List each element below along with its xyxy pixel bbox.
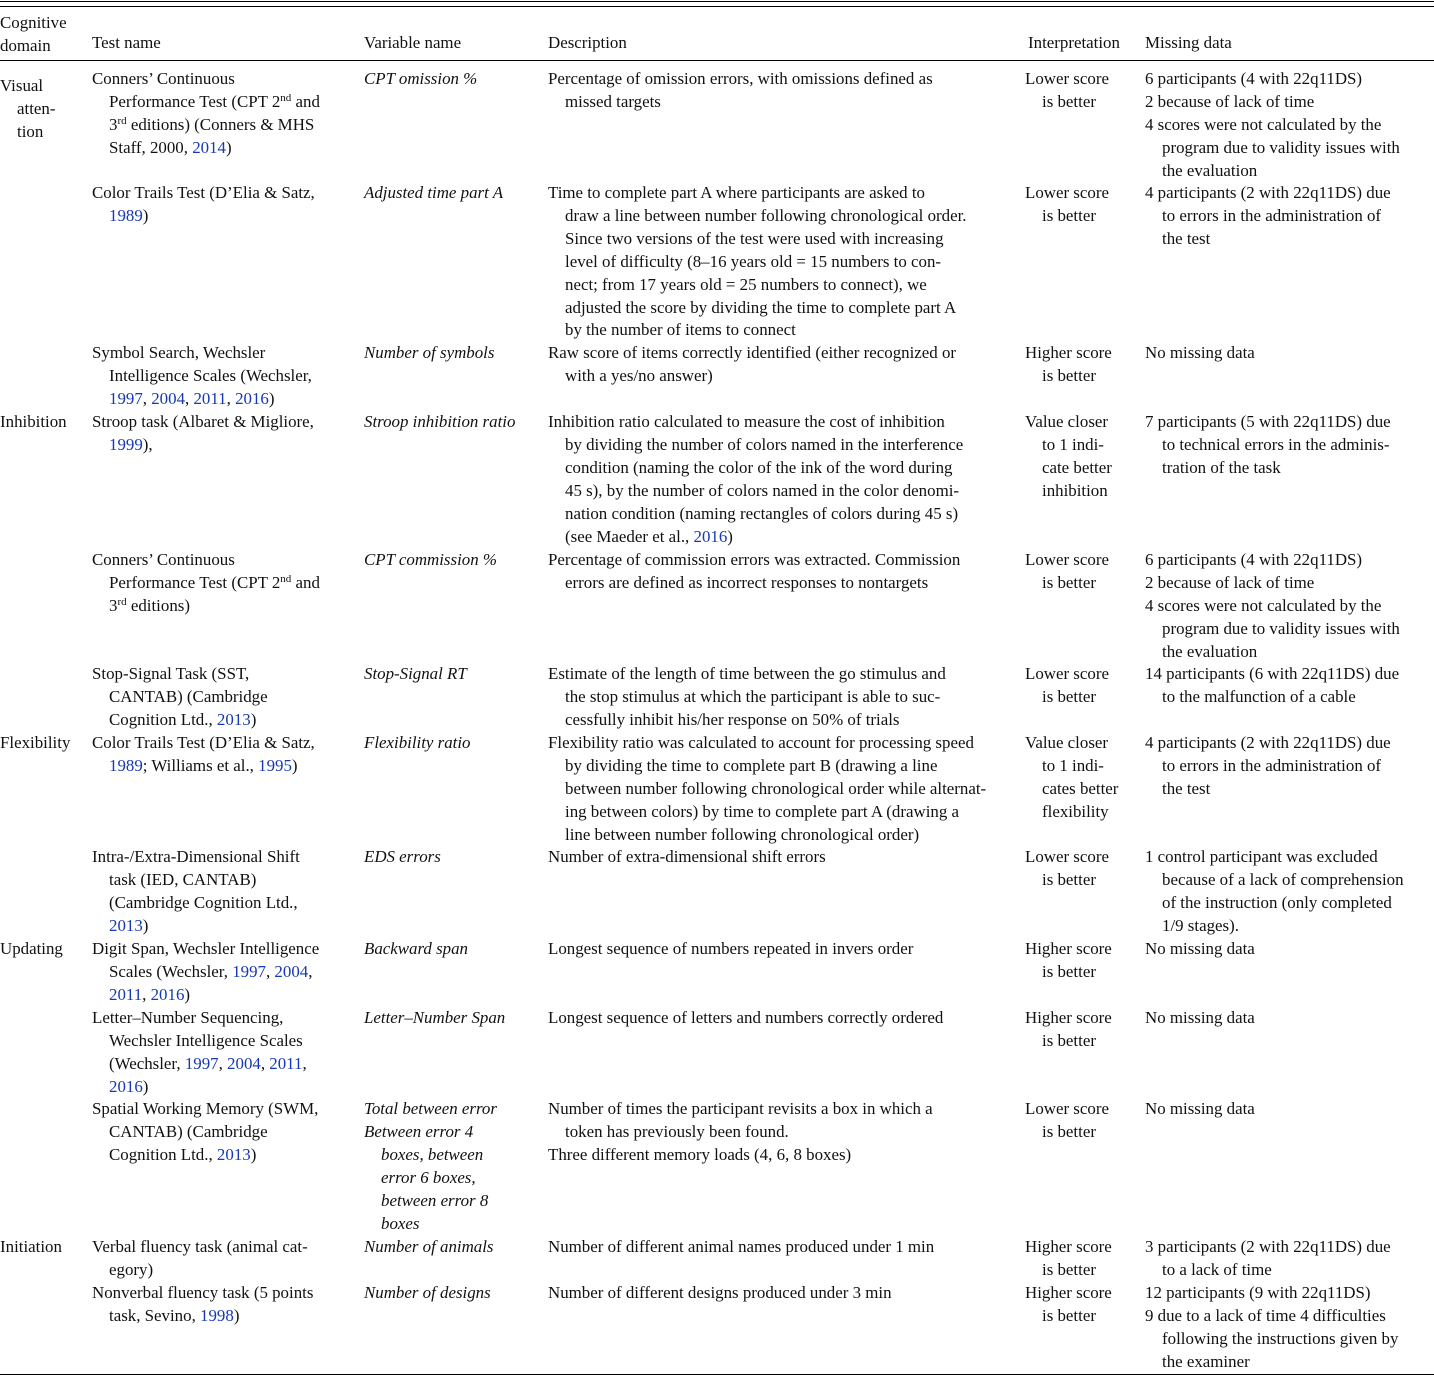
citation-link[interactable]: 2016 <box>235 388 269 408</box>
row3-variable: Number of symbols <box>364 343 495 362</box>
citation-link[interactable]: 2016 <box>693 526 728 546</box>
row6-missing-data: 14 participants (6 with 22q11DS) due to the malfunction of a cable <box>1145 664 1400 706</box>
row11-missing-data: No missing data <box>1145 1099 1255 1118</box>
row2-test-name: Color Trails Test (D’Elia & Satz, 1989) <box>92 183 315 225</box>
row7-test-name: Color Trails Test (D’Elia & Satz, 1989; Williams et al., 1995) <box>92 733 315 775</box>
row13-variable: Number of designs <box>364 1283 491 1302</box>
header-rule <box>0 60 1434 61</box>
row10-test-name: Letter–Number Sequencing, Wechsler Intelligence Scales (Wechsler, 1997, 2004, 2011, 2016) <box>92 1008 307 1096</box>
header-description: Description <box>548 33 627 52</box>
row4-variable: Stroop inhibition ratio <box>364 412 516 431</box>
row7-missing-data: 4 participants (2 with 22q11DS) due to errors in the administration of the test <box>1145 733 1391 798</box>
row11-variable: Total between error Between error 4 boxes, between error 6 boxes, between error 8 boxes <box>364 1099 497 1233</box>
citation-link[interactable]: 2011 <box>109 984 143 1004</box>
bottom-rule <box>0 1374 1434 1375</box>
row13-description: Number of different designs produced under 3 min <box>548 1283 892 1302</box>
row8-variable: EDS errors <box>364 847 441 866</box>
row9-interpretation: Higher score is better <box>1025 939 1112 981</box>
citation-link[interactable]: 1995 <box>258 755 292 775</box>
row5-test-name: Conners’ Continuous Performance Test (CPT 2nd and 3rd editions) <box>92 550 320 615</box>
citation-link[interactable]: 2004 <box>227 1053 261 1073</box>
row9-test-name: Digit Span, Wechsler Intelligence Scales (Wechsler, 1997, 2004, 2011, 2016) <box>92 939 320 1004</box>
row2-description: Time to complete part A where participants are asked to draw a line between number following chronological order. Since two versions of the test were used with increasing level of difficulty (8–16 years old = 15 numbers to con- nect; from 17 years old = 25 numbers to connect), we adjusted the score by dividing the time to complete part A by the number of items to connect <box>548 183 967 340</box>
citation-link[interactable]: 2004 <box>151 388 186 408</box>
row12-variable: Number of animals <box>364 1237 494 1256</box>
row6-description: Estimate of the length of time between the go stimulus and the stop stimulus at which the participant is able to suc- cessfully inhibit his/her response on 50% of trials <box>548 664 946 729</box>
row3-description: Raw score of items correctly identified (either recognized or with a yes/no answer) <box>548 343 957 385</box>
row1-missing-data: 6 participants (4 with 22q11DS) 2 because of lack of time 4 scores were not calculated by the program due to validity issues with the evaluation <box>1145 69 1400 180</box>
row1-interpretation: Lower score is better <box>1025 69 1109 111</box>
row10-interpretation: Higher score is better <box>1025 1008 1112 1050</box>
row5-variable: CPT commission % <box>364 550 497 569</box>
row4-description: Inhibition ratio calculated to measure the cost of inhibition by dividing the number of colors named in the interference condition (naming the color of the ink of the word during 45 s), by the number of colors named in the color denomi- nation condition (naming rectangles of colors during 45 s) (see Maeder et al., 2016) <box>548 412 964 546</box>
row8-missing-data: 1 control participant was excluded because of a lack of comprehension of the instruction (only completed 1/9 stages). <box>1145 847 1404 935</box>
top-rule <box>0 1 1434 2</box>
row4-missing-data: 7 participants (5 with 22q11DS) due to technical errors in the adminis- tration of the task <box>1145 412 1391 477</box>
row9-description: Longest sequence of numbers repeated in invers order <box>548 939 914 958</box>
citation-link[interactable]: 1998 <box>200 1305 234 1325</box>
row4-test-name: Stroop task (Albaret & Migliore, 1999), <box>92 412 314 454</box>
row6-variable: Stop-Signal RT <box>364 664 467 683</box>
row10-description: Longest sequence of letters and numbers correctly ordered <box>548 1008 944 1027</box>
row10-variable: Letter–Number Span <box>364 1008 506 1027</box>
row1-description: Percentage of omission errors, with omissions defined as missed targets <box>548 69 933 111</box>
citation-link[interactable]: 1997 <box>232 961 266 981</box>
row12-domain: Initiation <box>0 1237 62 1256</box>
citation-link[interactable]: 2013 <box>216 709 251 729</box>
citation-link[interactable]: 1999 <box>109 434 143 454</box>
row5-interpretation: Lower score is better <box>1025 550 1109 592</box>
header-variable-name: Variable name <box>364 33 462 52</box>
row8-test-name: Intra-/Extra-Dimensional Shift task (IED, CANTAB) (Cambridge Cognition Ltd., 2013) <box>92 847 300 935</box>
row3-interpretation: Higher score is better <box>1025 343 1112 385</box>
row7-description: Flexibility ratio was calculated to account for processing speed by dividing the time to complete part B (drawing a line between number following chronological order while alternat- ing between colors) by time to complete part A (drawing a line between number following chronological order) <box>548 733 987 844</box>
citation-link[interactable]: 1989 <box>109 205 143 225</box>
citation-link[interactable]: 1997 <box>109 388 143 408</box>
row13-missing-data: 12 participants (9 with 22q11DS) 9 due to a lack of time 4 difficulties following the instructions given by the examiner <box>1145 1283 1399 1371</box>
citation-link[interactable]: 2011 <box>269 1053 303 1073</box>
citation-link[interactable]: 2016 <box>150 984 185 1004</box>
row9-domain: Updating <box>0 939 63 958</box>
citation-link[interactable]: 1989 <box>109 755 143 775</box>
citation-link[interactable]: 1997 <box>184 1053 219 1073</box>
top-rule-double <box>0 6 1434 7</box>
header-domain: Cognitive domain <box>0 13 67 55</box>
row7-domain: Flexibility <box>0 733 71 752</box>
row9-missing-data: No missing data <box>1145 939 1255 958</box>
row9-variable: Backward span <box>364 939 468 958</box>
row5-description: Percentage of commission errors was extracted. Commission errors are defined as incorrect responses to nontargets <box>548 550 961 592</box>
row11-description: Number of times the participant revisits a box in which a token has previously been found. Three different memory loads (4, 6, 8 boxes) <box>548 1099 933 1164</box>
row13-interpretation: Higher score is better <box>1025 1283 1112 1325</box>
row10-missing-data: No missing data <box>1145 1008 1255 1027</box>
row12-description: Number of different animal names produced under 1 min <box>548 1237 935 1256</box>
row6-test-name: Stop-Signal Task (SST, CANTAB) (Cambridge Cognition Ltd., 2013) <box>92 664 268 729</box>
row3-missing-data: No missing data <box>1145 343 1255 362</box>
row1-variable: CPT omission % <box>364 69 478 88</box>
citation-link[interactable]: 2016 <box>109 1076 143 1096</box>
row3-test-name: Symbol Search, Wechsler Intelligence Scales (Wechsler, 1997, 2004, 2011, 2016) <box>92 343 312 408</box>
row4-interpretation: Value closer to 1 indi- cate better inhibition <box>1025 412 1112 500</box>
citation-link[interactable]: 2013 <box>109 915 143 935</box>
row13-test-name: Nonverbal fluency task (5 points task, Sevino, 1998) <box>92 1283 314 1325</box>
header-missing-data: Missing data <box>1145 33 1232 52</box>
row12-interpretation: Higher score is better <box>1025 1237 1112 1279</box>
row7-interpretation: Value closer to 1 indi- cates better flexibility <box>1025 733 1119 821</box>
row5-missing-data: 6 participants (4 with 22q11DS) 2 because of lack of time 4 scores were not calculated by the program due to validity issues with the evaluation <box>1145 550 1400 661</box>
row8-interpretation: Lower score is better <box>1025 847 1109 889</box>
row6-interpretation: Lower score is better <box>1025 664 1109 706</box>
header-interpretation: Interpretation <box>1028 33 1120 52</box>
row2-missing-data: 4 participants (2 with 22q11DS) due to errors in the administration of the test <box>1145 183 1391 248</box>
row1-domain: Visual atten- tion <box>0 76 56 141</box>
row2-interpretation: Lower score is better <box>1025 183 1109 225</box>
citation-link[interactable]: 2014 <box>192 137 226 157</box>
citation-link[interactable]: 2011 <box>193 388 227 408</box>
row7-variable: Flexibility ratio <box>364 733 471 752</box>
row11-test-name: Spatial Working Memory (SWM, CANTAB) (Cambridge Cognition Ltd., 2013) <box>92 1099 319 1164</box>
row4-domain: Inhibition <box>0 412 67 431</box>
citation-link[interactable]: 2013 <box>216 1144 251 1164</box>
row8-description: Number of extra-dimensional shift errors <box>548 847 826 866</box>
row12-missing-data: 3 participants (2 with 22q11DS) due to a lack of time <box>1145 1237 1391 1279</box>
row11-interpretation: Lower score is better <box>1025 1099 1109 1141</box>
row2-variable: Adjusted time part A <box>364 183 504 202</box>
row1-test-name: Conners’ Continuous Performance Test (CPT 2nd and 3rd editions) (Conners & MHS Staff, 2000, 2014) <box>92 69 320 157</box>
citation-link[interactable]: 2004 <box>274 961 309 981</box>
header-test-name: Test name <box>92 33 161 52</box>
row12-test-name: Verbal fluency task (animal cat- egory) <box>92 1237 308 1279</box>
